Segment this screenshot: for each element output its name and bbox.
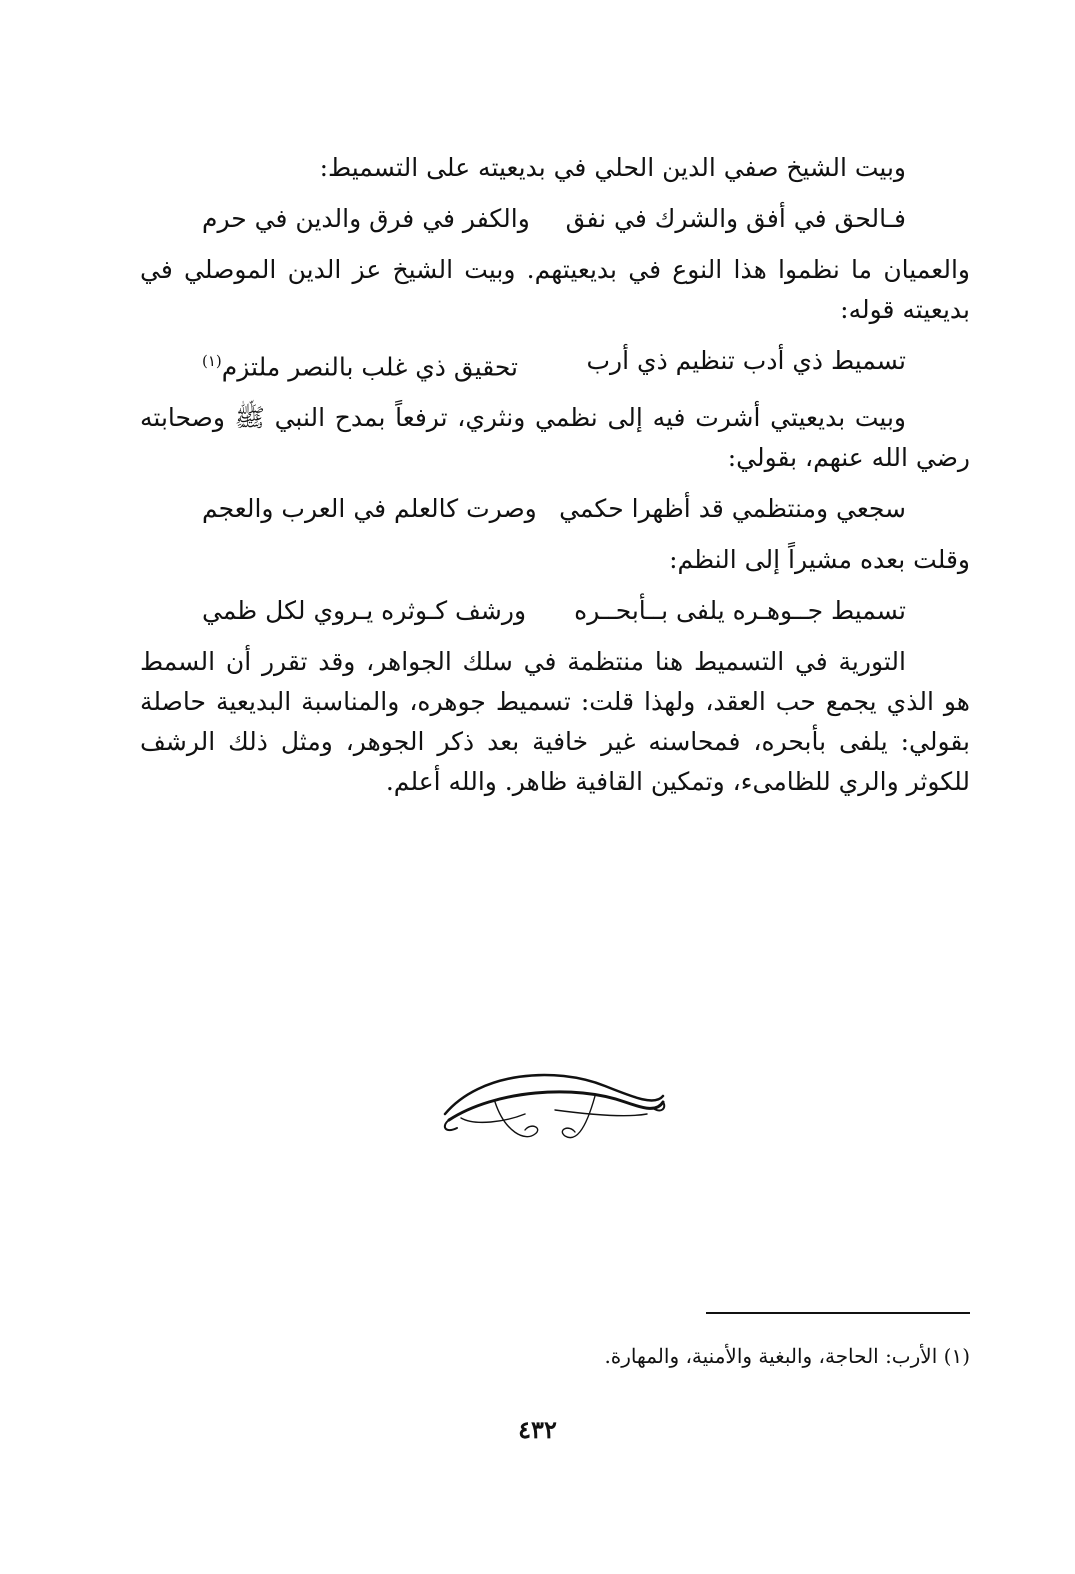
verse-mawsili (140, 341, 970, 387)
footnote-marker: (١) (202, 352, 222, 370)
paragraph-intro-verse-2: وقلت بعده مشيراً إلى النظم: (669, 545, 970, 575)
verse-second-hemistich: وصرت كالعلم في العرب والعجم (202, 494, 537, 524)
paragraph-intro-author: وبيت بديعيتي أشرت فيه إلى نظمي ونثري، ترفعاً بمدح النبي ﷺ وصحابته رضي الله عنهم، بقولي: (140, 403, 970, 473)
paragraph-intro-mawsili: والعميان ما نظموا هذا النوع في بديعيتهم. وبيت الشيخ عز الدين الموصلي في بديعيته قوله: (140, 255, 970, 324)
verse-second-hemistich (202, 341, 518, 387)
ornament-flourish-icon (435, 1062, 670, 1150)
verse-author-2 (140, 591, 970, 631)
verse-second-hemistich: ورشف كـوثره يـروي لكل ظمي (202, 596, 527, 626)
footnote-number: (١) (943, 1344, 970, 1368)
paragraph-intro-safi: وبيت الشيخ صفي الدين الحلي في بديعيته على التسميط: (319, 153, 906, 182)
verse-first-hemistich: فـالحق في أفق والشرك في نفق (565, 204, 906, 233)
verse-first-hemistich: تسميط جــوهـره يلفى بــأبحــره (574, 596, 906, 626)
verse-first-hemistich: سجعي ومنتظمي قد أظهرا حكمي (559, 494, 906, 524)
footnote-separator (706, 1312, 970, 1314)
footnote-text: الأرب: الحاجة، والبغية والأمنية، والمهارة. (604, 1344, 938, 1368)
verse-safi-al-hilli (140, 199, 970, 239)
main-text (140, 148, 970, 802)
page-number: ٤٣٢ (518, 1415, 557, 1444)
footnote (300, 1344, 970, 1368)
verse-second-hemistich: والكفر في فرق والدين في حرم (202, 204, 530, 233)
verse-author-1 (140, 489, 970, 529)
verse-text: تحقيق ذي غلب بالنصر ملتزم (221, 352, 518, 382)
verse-first-hemistich: تسميط ذي أدب تنظيم ذي أرب (586, 346, 906, 375)
paragraph-commentary: التورية في التسميط هنا منتظمة في سلك الجواهر، وقد تقرر أن السمط هو الذي يجمع حب العقد، ولهذا قلت: تسميط جوهره، والمناسبة البديعية حاصلة بقولي: يلفى بأبحره، فمحاسنه غير خافية بعد ذكر الجوهر، ومثل ذلك الرشف للكوثر والري للظامىء، وتمكين القافية ظاهر. والله أعلم. (140, 647, 970, 797)
